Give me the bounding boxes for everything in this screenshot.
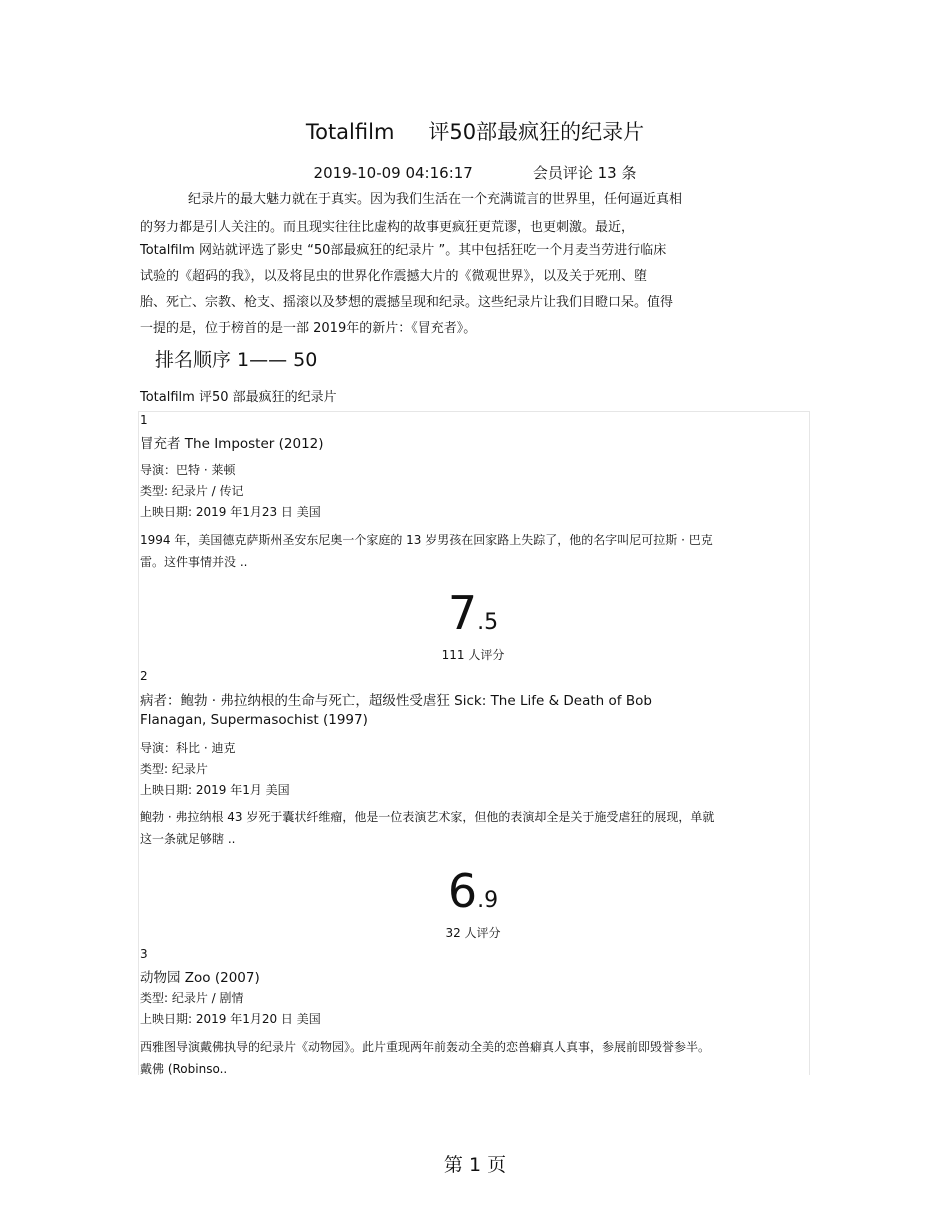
score-integer: 6 [447,864,478,918]
title-brand: Totalfilm [305,120,395,144]
film-genre: 类型: 纪录片 [140,762,208,776]
film-director: 导演：科比 · 迪克 [140,741,236,755]
film-summary-line: 雷。这件事情并没 .. [140,555,248,569]
intro-line-1: 纪录片的最大魅力就在于真实。因为我们生活在一个充满谎言的世界里，任何逼近真相 [188,192,683,207]
page-number: 第 1 页 [443,1154,507,1176]
film-summary-line: 西雅图导演戴佛执导的纪录片《动物园》。此片重现两年前轰动全美的恋兽癖真人真事，参展前即毁誉参半。 [140,1040,711,1054]
page-title [0,116,950,146]
film-summary-line: 戴佛 (Robinso.. [140,1062,228,1076]
film-release: 上映日期: 2019 年1月23 日 美国 [140,505,321,519]
film-title[interactable]: 冒充者 The Imposter (2012) [140,436,324,452]
intro-line-3: Totalfilm 网站就评选了影史 “50部最疯狂的纪录片 ”。其中包括狂吃一个月麦当劳进行临床 [140,243,667,258]
film-title-line2[interactable]: Flanagan, Supermasochist (1997) [140,712,368,728]
article-meta [0,162,950,183]
ranking-heading: 排名顺序 1—— 50 [155,349,318,371]
comment-count: 会员评论 13 条 [532,164,637,182]
film-rank: 2 [140,669,148,683]
film-score [140,864,806,918]
film-title[interactable]: 动物园 Zoo (2007) [140,970,260,986]
film-release: 上映日期: 2019 年1月20 日 美国 [140,1012,321,1026]
film-votes: 111 人评分 [441,648,505,662]
score-decimal: .5 [477,610,499,635]
film-rank: 3 [140,947,148,961]
publish-datetime: 2019-10-09 04:16:17 [313,164,473,182]
film-title[interactable]: 病者：鲍勃 · 弗拉纳根的生命与死亡，超级性受虐狂 Sick: The Life & Death of Bob [140,693,652,709]
film-summary-line: 这一条就足够瞎 .. [140,832,236,846]
film-summary-line: 1994 年，美国德克萨斯州圣安东尼奥一个家庭的 13 岁男孩在回家路上失踪了，他的名字叫尼可拉斯 · 巴克 [140,533,713,547]
film-director: 导演：巴特 · 莱顿 [140,463,236,477]
title-main: 评50部最疯狂的纪录片 [428,120,645,144]
intro-line-6: 一提的是，位于榜首的是一部 2019年的新片：《冒充者》。 [140,321,477,336]
score-decimal: .9 [477,888,499,913]
score-integer: 7 [447,586,478,640]
intro-line-2: 的努力都是引人关注的。而且现实往往比虚构的故事更疯狂更荒谬，也更刺激。最近， [140,220,635,235]
intro-line-4: 试验的《超码的我》，以及将昆虫的世界化作震撼大片的《微观世界》，以及关于死刑、堕 [140,269,648,284]
film-score [140,586,806,640]
film-release: 上映日期: 2019 年1月 美国 [140,783,290,797]
intro-line-5: 胎、死亡、宗教、枪支、摇滚以及梦想的震撼呈现和纪录。这些纪录片让我们目瞪口呆。值得 [140,295,674,310]
film-genre: 类型: 纪录片 / 传记 [140,484,244,498]
film-summary-line: 鲍勃 · 弗拉纳根 43 岁死于囊状纤维瘤，他是一位表演艺术家，但他的表演却全是关于施受虐狂的展现，单就 [140,810,715,824]
list-subtitle: Totalfilm 评50 部最疯狂的纪录片 [140,390,337,405]
film-genre: 类型: 纪录片 / 剧情 [140,991,244,1005]
film-rank: 1 [140,413,148,427]
film-votes: 32 人评分 [445,926,501,940]
